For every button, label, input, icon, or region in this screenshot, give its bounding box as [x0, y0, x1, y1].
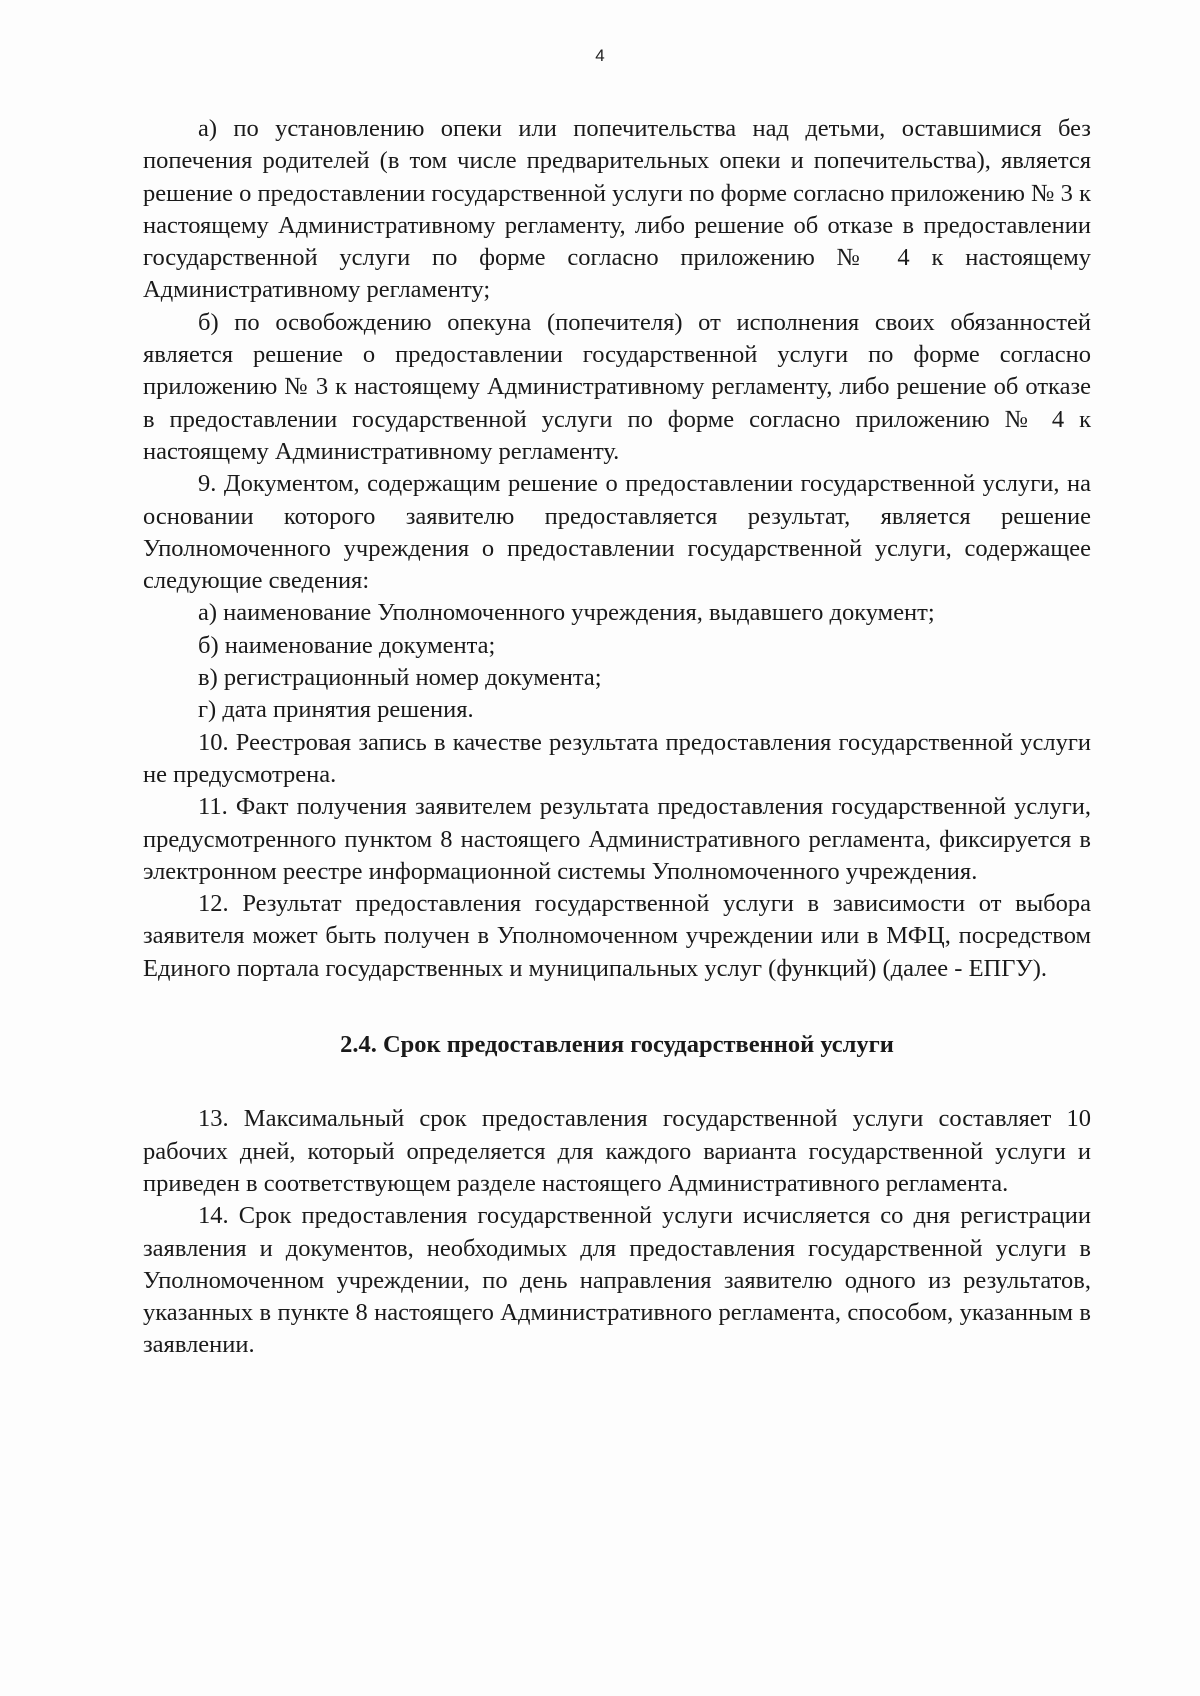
- paragraph-8a: а) по установлению опеки или попечительства над детьми, оставшимися без попечения родителей (в том числе предварительных опеки и попечительства), является решение о предоставлении государственной услуги по форме согласно приложению № 3 к настоящему Административному регламенту, либо решение об отказе в предоставлении государственной услуги по форме согласно приложению № 4 к настоящему Административному регламенту;: [143, 115, 1091, 304]
- paragraph-11: 11. Факт получения заявителем результата предоставления государственной услуги, предусмотренного пунктом 8 настоящего Административного регламента, фиксируется в электронном реестре информационной системы Уполномоченного учреждения.: [143, 793, 1091, 885]
- document-body: [143, 113, 1091, 1362]
- paragraph-10: 10. Реестровая запись в качестве результата предоставления государственной услуги не предусмотрена.: [143, 728, 1091, 788]
- list-item-9d: г) дата принятия решения.: [198, 696, 474, 724]
- section-heading: 2.4. Срок предоставления государственной услуги: [340, 1031, 894, 1059]
- paragraph-14: 14. Срок предоставления государственной услуги исчисляется со дня регистрации заявления и документов, необходимых для предоставления государственной услуги в Уполномоченном учреждении, по день направления заявителю одного из результатов, указанных в пункте 8 настоящего Административного регламента, способом, указанным в заявлении.: [143, 1202, 1091, 1359]
- list-item-9c: в) регистрационный номер документа;: [198, 664, 602, 692]
- paragraph-13: 13. Максимальный срок предоставления государственной услуги составляет 10 рабочих дней, который определяется для каждого варианта государственной услуги и приведен в соответствующем разделе настоящего Административного регламента.: [143, 1105, 1091, 1197]
- paragraph-12: 12. Результат предоставления государственной услуги в зависимости от выбора заявителя может быть получен в Уполномоченном учреждении или в МФЦ, посредством Единого портала государственных и муниципальных услуг (функций) (далее - ЕПГУ).: [143, 890, 1091, 982]
- list-item-9b: б) наименование документа;: [198, 631, 496, 659]
- page-number: 4: [595, 46, 605, 65]
- list-item-9a: а) наименование Уполномоченного учреждения, выдавшего документ;: [198, 599, 935, 627]
- paragraph-9: 9. Документом, содержащим решение о предоставлении государственной услуги, на основании которого заявителю предоставляется результат, является решение Уполномоченного учреждения о предоставлении государственной услуги, содержащее следующие сведения:: [143, 470, 1091, 595]
- paragraph-8b: б) по освобождению опекуна (попечителя) от исполнения своих обязанностей является решение о предоставлении государственной услуги по форме согласно приложению № 3 к настоящему Административному регламенту, либо решение об отказе в предоставлении государственной услуги по форме согласно приложению № 4 к настоящему Административному регламенту.: [143, 308, 1091, 465]
